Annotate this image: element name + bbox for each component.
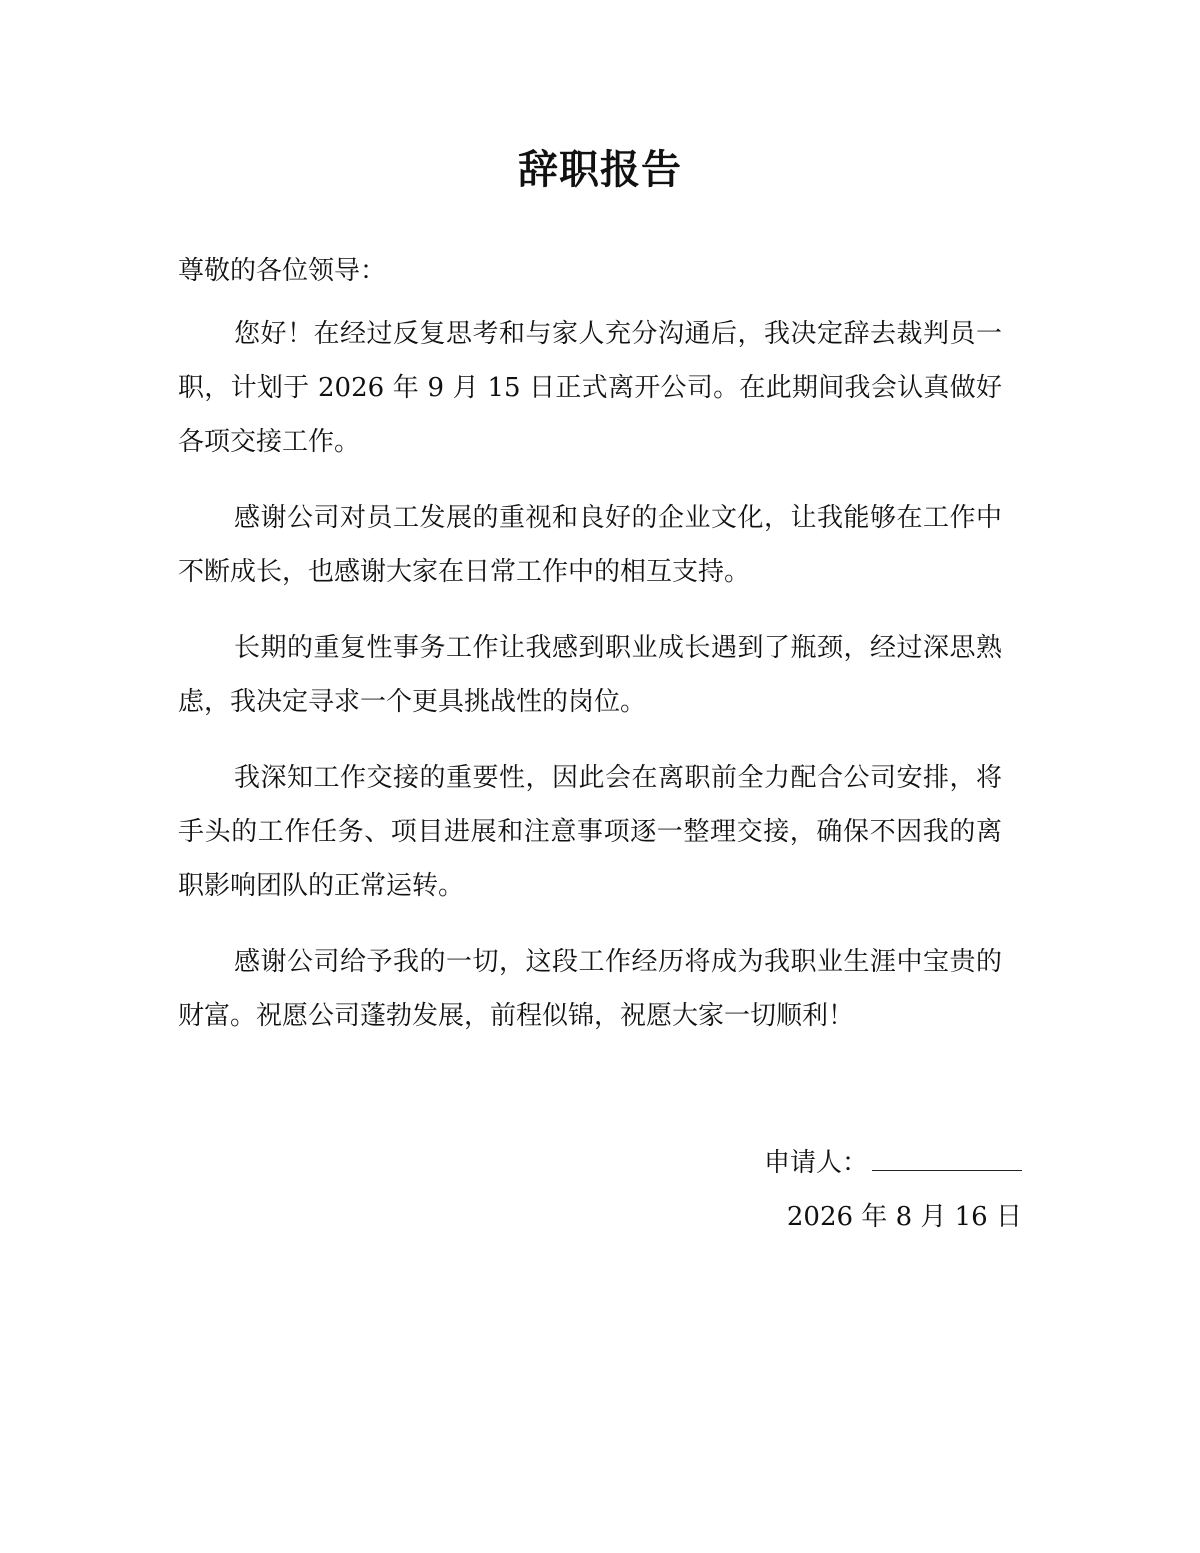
salutation: 尊敬的各位领导： xyxy=(178,256,387,286)
paragraph-1: 您好！在经过反复思考和与家人充分沟通后，我决定辞去裁判员一职，计划于 2026 年 9 月 15 日正式离开公司。在此期间我会认真做好各项交接工作。 xyxy=(178,319,1002,457)
document-body xyxy=(178,244,1002,1065)
paragraph-3: 长期的重复性事务工作让我感到职业成长遇到了瓶颈，经过深思熟虑，我决定寻求一个更具挑战性的岗位。 xyxy=(178,633,1002,717)
signature-block xyxy=(764,1136,1022,1244)
applicant-label: 申请人： xyxy=(763,1148,868,1178)
paragraph-2: 感谢公司对员工发展的重视和良好的企业文化，让我能够在工作中不断成长，也感谢大家在日常工作中的相互支持。 xyxy=(178,503,1002,587)
signature-date: 2026 年 8 月 16 日 xyxy=(786,1202,1022,1232)
signature-blank-line xyxy=(872,1150,1022,1171)
paragraph-5: 感谢公司给予我的一切，这段工作经历将成为我职业生涯中宝贵的财富。祝愿公司蓬勃发展，前程似锦，祝愿大家一切顺利！ xyxy=(178,947,1002,1031)
paragraph-4: 我深知工作交接的重要性，因此会在离职前全力配合公司安排，将手头的工作任务、项目进展和注意事项逐一整理交接，确保不因我的离职影响团队的正常运转。 xyxy=(178,763,1002,901)
applicant-line xyxy=(764,1136,1022,1190)
document-title: 辞职报告 xyxy=(518,147,682,193)
